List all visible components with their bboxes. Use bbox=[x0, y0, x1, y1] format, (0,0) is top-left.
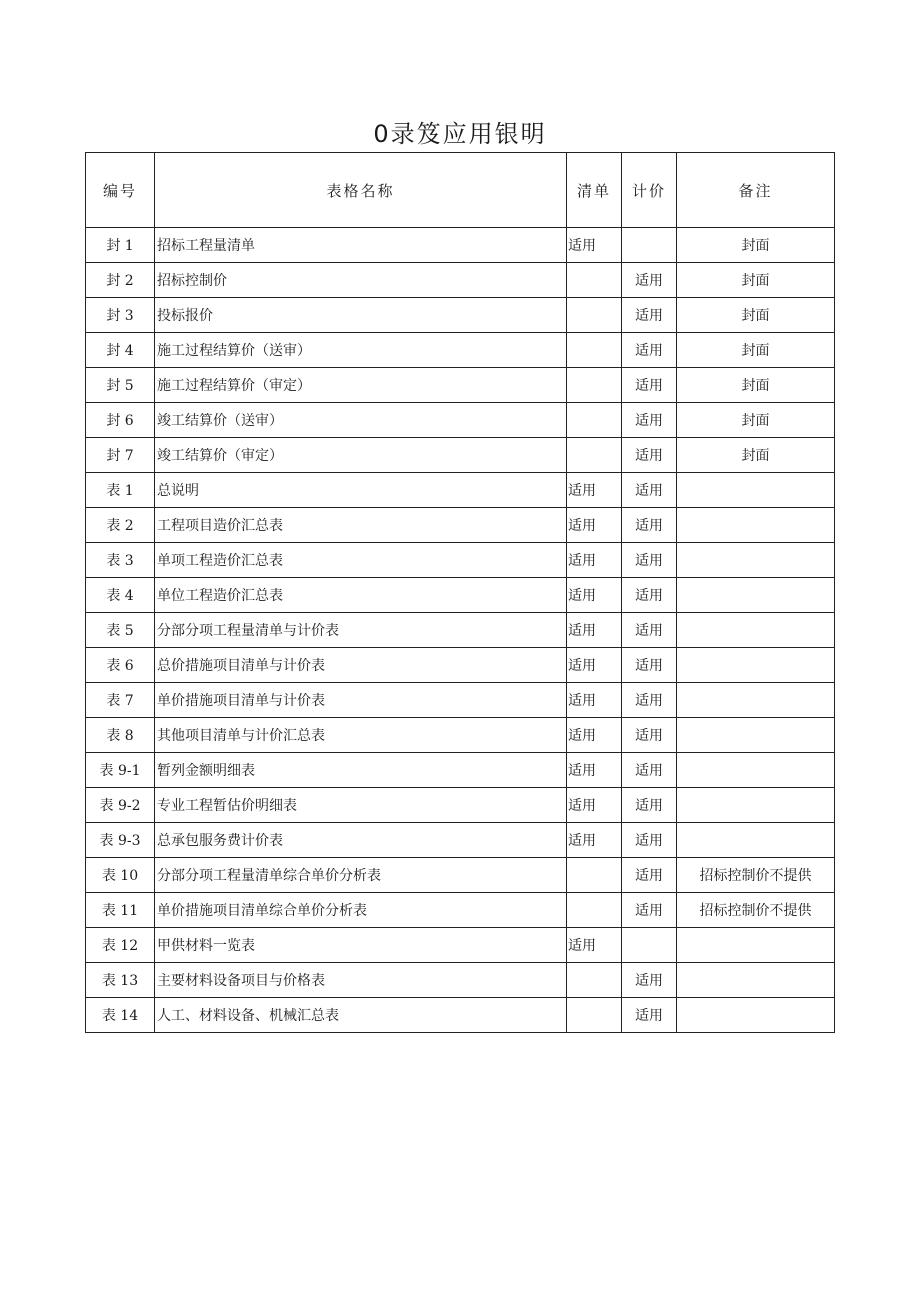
table-row bbox=[86, 368, 835, 403]
cell-price: 适用 bbox=[622, 508, 677, 543]
cell-price: 适用 bbox=[622, 683, 677, 718]
table-row bbox=[86, 858, 835, 893]
cell-note bbox=[677, 683, 835, 718]
cell-price: 适用 bbox=[622, 543, 677, 578]
cell-name: 总承包服务费计价表 bbox=[155, 823, 567, 858]
cell-name: 投标报价 bbox=[155, 298, 567, 333]
cell-code: 表 5 bbox=[86, 613, 155, 648]
cell-name: 总价措施项目清单与计价表 bbox=[155, 648, 567, 683]
cell-code: 表 14 bbox=[86, 998, 155, 1033]
cell-code: 表 13 bbox=[86, 963, 155, 998]
table-row bbox=[86, 473, 835, 508]
cell-bill bbox=[567, 998, 622, 1033]
cell-code: 封 5 bbox=[86, 368, 155, 403]
cell-bill: 适用 bbox=[567, 613, 622, 648]
cell-name: 专业工程暂估价明细表 bbox=[155, 788, 567, 823]
cell-price: 适用 bbox=[622, 473, 677, 508]
cell-bill: 适用 bbox=[567, 508, 622, 543]
cell-code: 表 9-1 bbox=[86, 753, 155, 788]
cell-code: 表 8 bbox=[86, 718, 155, 753]
cell-name: 单价措施项目清单与计价表 bbox=[155, 683, 567, 718]
cell-price bbox=[622, 928, 677, 963]
header-bill: 清单 bbox=[567, 153, 622, 228]
cell-bill: 适用 bbox=[567, 823, 622, 858]
cell-code: 表 7 bbox=[86, 683, 155, 718]
table-row bbox=[86, 298, 835, 333]
cell-price: 适用 bbox=[622, 263, 677, 298]
table-row bbox=[86, 578, 835, 613]
cell-bill: 适用 bbox=[567, 683, 622, 718]
cell-bill bbox=[567, 368, 622, 403]
cell-note: 招标控制价不提供 bbox=[677, 893, 835, 928]
cell-bill bbox=[567, 893, 622, 928]
cell-code: 表 9-2 bbox=[86, 788, 155, 823]
table-row bbox=[86, 648, 835, 683]
header-name: 表格名称 bbox=[155, 153, 567, 228]
cell-name: 暂列金额明细表 bbox=[155, 753, 567, 788]
cell-note: 封面 bbox=[677, 228, 835, 263]
cell-note bbox=[677, 648, 835, 683]
cell-code: 表 4 bbox=[86, 578, 155, 613]
cell-code: 表 1 bbox=[86, 473, 155, 508]
cell-price: 适用 bbox=[622, 613, 677, 648]
cell-bill bbox=[567, 438, 622, 473]
cell-price: 适用 bbox=[622, 403, 677, 438]
cell-name: 单项工程造价汇总表 bbox=[155, 543, 567, 578]
cell-bill bbox=[567, 263, 622, 298]
table-row bbox=[86, 683, 835, 718]
cell-note bbox=[677, 718, 835, 753]
cell-note bbox=[677, 998, 835, 1033]
cell-name: 工程项目造价汇总表 bbox=[155, 508, 567, 543]
cell-code: 表 12 bbox=[86, 928, 155, 963]
cell-code: 封 4 bbox=[86, 333, 155, 368]
cell-bill: 适用 bbox=[567, 928, 622, 963]
cell-note: 封面 bbox=[677, 438, 835, 473]
cell-price: 适用 bbox=[622, 788, 677, 823]
cell-bill: 适用 bbox=[567, 788, 622, 823]
cell-code: 表 10 bbox=[86, 858, 155, 893]
cell-code: 封 3 bbox=[86, 298, 155, 333]
header-price: 计价 bbox=[622, 153, 677, 228]
cell-price: 适用 bbox=[622, 298, 677, 333]
cell-price: 适用 bbox=[622, 438, 677, 473]
cell-name: 人工、材料设备、机械汇总表 bbox=[155, 998, 567, 1033]
table-row bbox=[86, 543, 835, 578]
cell-price: 适用 bbox=[622, 823, 677, 858]
cell-code: 封 6 bbox=[86, 403, 155, 438]
cell-code: 表 3 bbox=[86, 543, 155, 578]
table-row bbox=[86, 928, 835, 963]
table-row bbox=[86, 963, 835, 998]
table-row bbox=[86, 403, 835, 438]
cell-bill bbox=[567, 403, 622, 438]
cell-code: 表 11 bbox=[86, 893, 155, 928]
usage-table bbox=[85, 152, 835, 1033]
cell-name: 竣工结算价（送审） bbox=[155, 403, 567, 438]
cell-price bbox=[622, 228, 677, 263]
cell-name: 其他项目清单与计价汇总表 bbox=[155, 718, 567, 753]
cell-bill bbox=[567, 298, 622, 333]
cell-price: 适用 bbox=[622, 998, 677, 1033]
cell-note bbox=[677, 963, 835, 998]
cell-note: 招标控制价不提供 bbox=[677, 858, 835, 893]
cell-note: 封面 bbox=[677, 333, 835, 368]
cell-note bbox=[677, 473, 835, 508]
cell-code: 封 1 bbox=[86, 228, 155, 263]
table-row bbox=[86, 263, 835, 298]
cell-name: 单位工程造价汇总表 bbox=[155, 578, 567, 613]
cell-note: 封面 bbox=[677, 298, 835, 333]
cell-bill: 适用 bbox=[567, 753, 622, 788]
cell-note: 封面 bbox=[677, 403, 835, 438]
table-row bbox=[86, 508, 835, 543]
table-row bbox=[86, 893, 835, 928]
cell-price: 适用 bbox=[622, 858, 677, 893]
cell-name: 甲供材料一览表 bbox=[155, 928, 567, 963]
table-row bbox=[86, 438, 835, 473]
cell-note bbox=[677, 613, 835, 648]
table-row bbox=[86, 333, 835, 368]
cell-name: 分部分项工程量清单综合单价分析表 bbox=[155, 858, 567, 893]
cell-code: 表 9-3 bbox=[86, 823, 155, 858]
cell-name: 单价措施项目清单综合单价分析表 bbox=[155, 893, 567, 928]
cell-name: 施工过程结算价（审定） bbox=[155, 368, 567, 403]
table-row bbox=[86, 753, 835, 788]
table-row bbox=[86, 788, 835, 823]
cell-name: 主要材料设备项目与价格表 bbox=[155, 963, 567, 998]
cell-name: 招标控制价 bbox=[155, 263, 567, 298]
cell-note bbox=[677, 508, 835, 543]
cell-bill bbox=[567, 333, 622, 368]
cell-price: 适用 bbox=[622, 578, 677, 613]
cell-bill: 适用 bbox=[567, 543, 622, 578]
cell-price: 适用 bbox=[622, 718, 677, 753]
table-body bbox=[86, 228, 835, 1033]
cell-name: 总说明 bbox=[155, 473, 567, 508]
cell-note bbox=[677, 823, 835, 858]
page-title: 0录笈应用银明 bbox=[373, 120, 547, 148]
cell-note: 封面 bbox=[677, 263, 835, 298]
cell-price: 适用 bbox=[622, 333, 677, 368]
table-row bbox=[86, 998, 835, 1033]
cell-name: 施工过程结算价（送审） bbox=[155, 333, 567, 368]
cell-price: 适用 bbox=[622, 753, 677, 788]
table-row bbox=[86, 228, 835, 263]
cell-name: 竣工结算价（审定） bbox=[155, 438, 567, 473]
cell-price: 适用 bbox=[622, 963, 677, 998]
cell-bill: 适用 bbox=[567, 648, 622, 683]
cell-price: 适用 bbox=[622, 368, 677, 403]
cell-price: 适用 bbox=[622, 893, 677, 928]
cell-code: 封 2 bbox=[86, 263, 155, 298]
cell-bill: 适用 bbox=[567, 473, 622, 508]
cell-code: 封 7 bbox=[86, 438, 155, 473]
cell-note: 封面 bbox=[677, 368, 835, 403]
cell-bill: 适用 bbox=[567, 228, 622, 263]
table-row bbox=[86, 823, 835, 858]
cell-note bbox=[677, 788, 835, 823]
cell-code: 表 6 bbox=[86, 648, 155, 683]
cell-note bbox=[677, 543, 835, 578]
cell-name: 分部分项工程量清单与计价表 bbox=[155, 613, 567, 648]
table-header-row bbox=[86, 153, 835, 228]
cell-bill bbox=[567, 963, 622, 998]
cell-note bbox=[677, 928, 835, 963]
cell-note bbox=[677, 753, 835, 788]
cell-bill bbox=[567, 858, 622, 893]
cell-code: 表 2 bbox=[86, 508, 155, 543]
cell-bill: 适用 bbox=[567, 578, 622, 613]
table-row bbox=[86, 718, 835, 753]
cell-name: 招标工程量清单 bbox=[155, 228, 567, 263]
table-row bbox=[86, 613, 835, 648]
header-code: 编号 bbox=[86, 153, 155, 228]
cell-note bbox=[677, 578, 835, 613]
header-note: 备注 bbox=[677, 153, 835, 228]
cell-price: 适用 bbox=[622, 648, 677, 683]
cell-bill: 适用 bbox=[567, 718, 622, 753]
